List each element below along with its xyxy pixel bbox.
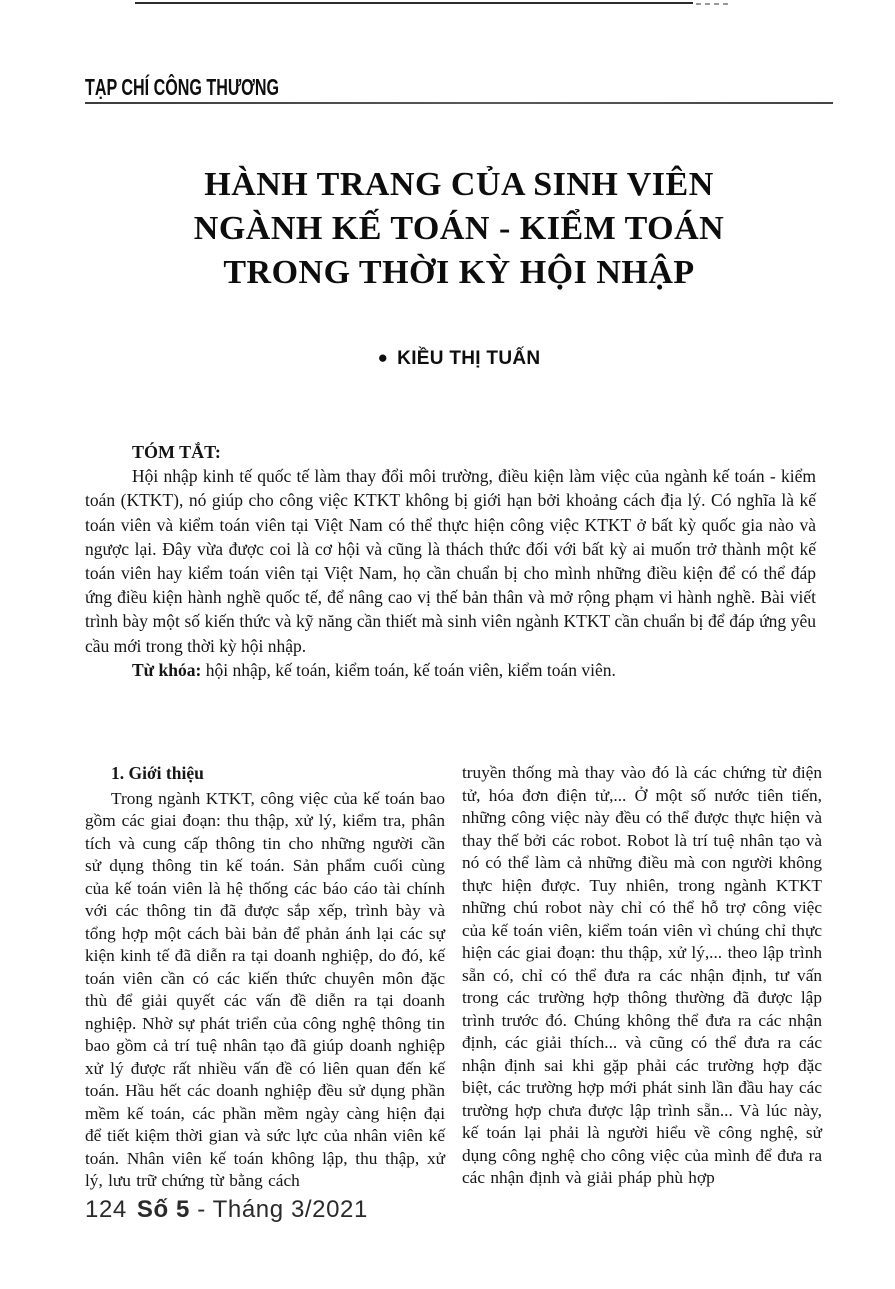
issue-label: Số 5: [136, 1196, 190, 1223]
article-title-line-2: NGÀNH KẾ TOÁN - KIỂM TOÁN: [193, 210, 725, 247]
issue-date: - Tháng 3/2021: [189, 1196, 368, 1223]
article-title-line-1: HÀNH TRANG CỦA SINH VIÊN: [204, 166, 714, 203]
article-title: [85, 163, 833, 295]
abstract-text: Hội nhập kinh tế quốc tế làm thay đổi môi trường, điều kiện làm việc của ngành kế toán - kiểm toán (KTKT), nó giúp cho công việc KTKT không bị giới hạn bởi khoảng cách địa lý. Có nghĩa là kế toán viên và kiểm toán viên tại Việt Nam có thể thực hiện công việc KTKT ở bất kỳ quốc gia nào và ngược lại. Đây vừa được coi là cơ hội và cũng là thách thức đối với bất kỳ ai muốn trở thành một kế toán viên hay kiểm toán viên tại Việt Nam, họ cần chuẩn bị cho mình những điều kiện để có thể đáp ứng điều kiện hành nghề quốc tế, để nâng cao vị thế bản thân và mở rộng phạm vi hành nghề. Bài viết trình bày một số kiến thức và kỹ năng cần thiết mà sinh viên ngành KTKT cần chuẩn bị để đáp ứng yêu cầu mới trong thời kỳ hội nhập.: [85, 466, 816, 656]
keywords-label: Từ khóa:: [132, 659, 202, 680]
right-column-paragraph: truyền thống mà thay vào đó là các chứng từ điện tử, hóa đơn điện tử,... Ở một số nước tiên tiến, những công việc này đều có thể được thực hiện và thay thế bởi các robot. Robot là trí tuệ nhân tạo và nó có thể làm cả những điều mà con người không thực hiện được. Tuy nhiên, trong ngành KTKT những chú robot này chỉ có thể hỗ trợ công việc của kế toán viên, kiểm toán viên vì chúng chỉ thực hiện các giai đoạn: thu thập, xử lý,... theo lập trình sẵn có, chỉ có thể đưa ra các nhận định, tư vấn trong các trường hợp thông thường đã được lập trình trước đó. Chúng không thể đưa ra các nhận định, các giải thích... và cũng có thể đưa ra các nhận định sai khi gặp phải các trường hợp đặc biệt, các trường hợp mới phát sinh lần đầu hay các trường hợp chưa được lập trình sẵn... Và lúc này, kế toán lại phải là người hiểu về công nghệ, sử dụng công nghệ cho công việc của mình để đưa ra các nhận định và giải pháp phù hợp: [462, 763, 822, 1187]
masthead-divider: [85, 102, 833, 104]
author-bullet-icon: ●: [377, 348, 389, 367]
article-title-line-3: TRONG THỜI KỲ HỘI NHẬP: [223, 254, 695, 291]
body-columns: [85, 762, 822, 1193]
journal-masthead: TẠP CHÍ CÔNG THƯƠNG: [85, 74, 280, 100]
author-line: [85, 348, 833, 370]
page-number: 124: [85, 1196, 127, 1223]
abstract-heading: TÓM TẮT:: [132, 442, 221, 462]
author-name: KIỀU THỊ TUẤN: [397, 348, 541, 369]
scan-edge-line: [135, 2, 693, 4]
left-column-paragraph: Trong ngành KTKT, công việc của kế toán bao gồm các giai đoạn: thu thập, xử lý, kiểm tra, phân tích và cung cấp thông tin cho những người cần sử dụng thông tin kế toán. Sản phẩm cuối cùng của kế toán viên là hệ thống các báo cáo tài chính với các thông tin đã được sắp xếp, trình bày và tổng hợp một cách bài bản để phản ánh lại các sự kiện kinh tế đã diễn ra tại doanh nghiệp, do đó, kế toán viên cần có các kiến thức chuyên môn đặc thù để giải quyết các vấn đề diễn ra tại doanh nghiệp. Nhờ sự phát triển của công nghệ thông tin bao gồm cả trí tuệ nhân tạo đã giúp doanh nghiệp xử lý được rất nhiều vấn đề có liên quan đến kế toán. Hầu hết các doanh nghiệp đều sử dụng phần mềm kế toán, các phần mềm ngày càng hiện đại để tiết kiệm thời gian và sức lực của nhân viên kế toán. Nhân viên kế toán không lập, thu thập, xử lý, lưu trữ chứng từ bằng cách: [85, 788, 445, 1190]
keywords-text: hội nhập, kế toán, kiểm toán, kế toán viên, kiểm toán viên.: [201, 659, 616, 680]
section-heading-intro: 1. Giới thiệu: [111, 763, 204, 783]
left-column: [85, 762, 445, 1193]
scan-edge-dashes: [696, 3, 730, 5]
page-footer: [85, 1196, 368, 1224]
right-column: [462, 762, 822, 1193]
keywords-line: [85, 658, 816, 682]
abstract-block: [85, 440, 816, 682]
